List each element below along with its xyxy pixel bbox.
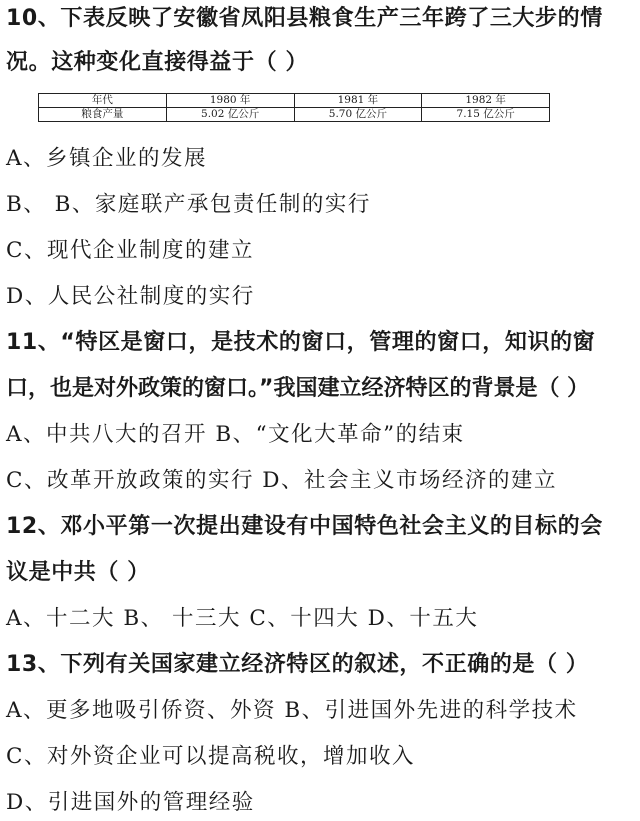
table-cell: 粮食产量: [39, 108, 167, 122]
question-13-number: 13、: [6, 652, 61, 677]
question-12-number: 12、: [6, 514, 61, 539]
table-cell: 5.70 亿公斤: [294, 108, 422, 122]
question-13-stem-line-1: 13、下列有关国家建立经济特区的叙述，不正确的是（ ）: [6, 652, 589, 677]
question-13-option-c: C、对外资企业可以提高税收，增加收入: [6, 744, 415, 769]
table-header-cell: 年代: [39, 94, 167, 108]
question-12-stem-line-1: 12、邓小平第一次提出建设有中国特色社会主义的目标的会: [6, 514, 603, 539]
question-11-options-cd: C、改革开放政策的实行 D、社会主义市场经济的建立: [6, 468, 558, 493]
table-cell: 7.15 亿公斤: [422, 108, 550, 122]
question-10-stem-line-1: 10、下表反映了安徽省凤阳县粮食生产三年跨了三大步的情: [6, 6, 603, 31]
table-cell: 5.02 亿公斤: [166, 108, 294, 122]
table-header-cell: 1980 年: [166, 94, 294, 108]
question-10-number: 10、: [6, 6, 61, 31]
table-header-cell: 1981 年: [294, 94, 422, 108]
question-10-option-b: B、 B、家庭联产承包责任制的实行: [6, 192, 371, 217]
table-header-cell: 1982 年: [422, 94, 550, 108]
question-13-options-ab: A、更多地吸引侨资、外资 B、引进国外先进的科学技术: [6, 698, 578, 723]
question-10-option-d: D、人民公社制度的实行: [6, 284, 255, 309]
question-10-option-c: C、现代企业制度的建立: [6, 238, 254, 263]
table-header-row: [39, 94, 550, 108]
question-13-option-d: D、引进国外的管理经验: [6, 790, 255, 815]
question-11-stem-line-2: 口，也是对外政策的窗口。”我国建立经济特区的背景是（ ）: [6, 376, 590, 401]
question-12-options: A、十二大 B、 十三大 C、十四大 D、十五大: [6, 606, 479, 631]
grain-production-table: [38, 93, 550, 122]
question-10-stem-line-2: 况。这种变化直接得益于（ ）: [6, 50, 309, 75]
question-10-option-a: A、乡镇企业的发展: [6, 146, 208, 171]
question-11-number: 11、: [6, 330, 61, 355]
question-11-options-ab: A、中共八大的召开 B、“文化大革命”的结束: [6, 422, 465, 447]
question-12-stem-line-2: 议是中共（ ）: [6, 560, 150, 585]
table-row: [39, 108, 550, 122]
question-11-stem-line-1: 11、“特区是窗口，是技术的窗口，管理的窗口，知识的窗: [6, 330, 596, 355]
